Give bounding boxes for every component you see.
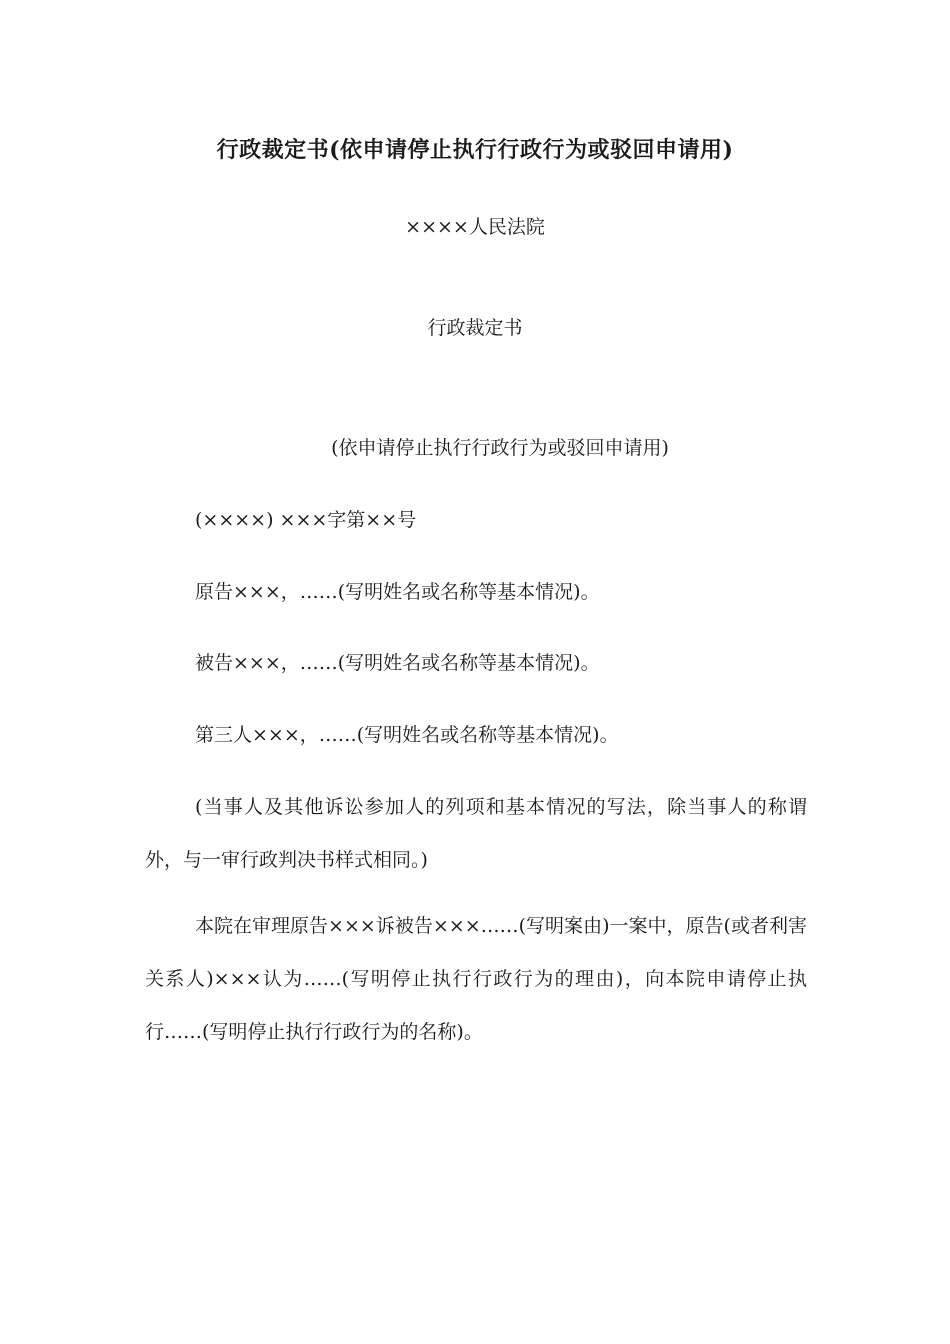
plaintiff-paragraph: 原告×××，……(写明姓名或名称等基本情况)。 [195, 581, 600, 603]
body-paragraph: 本院在审理原告×××诉被告×××……(写明案由)一案中，原告(或者利害关系人)×××认为……(写明停止执行行政行为的理由)，向本院申请停止执行……(写明停止执行行政行为的名称)。 [145, 915, 807, 1043]
third-party-paragraph: 第三人×××，……(写明姓名或名称等基本情况)。 [195, 724, 619, 746]
case-number: (××××) ×××字第××号 [195, 509, 417, 531]
usage-note: (依申请停止执行行政行为或驳回申请用) [331, 437, 669, 459]
court-name: ××××人民法院 [405, 216, 545, 238]
document-heading: 行政裁定书(依申请停止执行行政行为或驳回申请用) [216, 137, 734, 163]
party-note-paragraph: (当事人及其他诉讼参加人的列项和基本情况的写法，除当事人的称谓外，与一审行政判决书样式相同。) [145, 796, 807, 871]
defendant-paragraph: 被告×××，……(写明姓名或名称等基本情况)。 [195, 652, 600, 674]
document-type: 行政裁定书 [427, 317, 523, 339]
